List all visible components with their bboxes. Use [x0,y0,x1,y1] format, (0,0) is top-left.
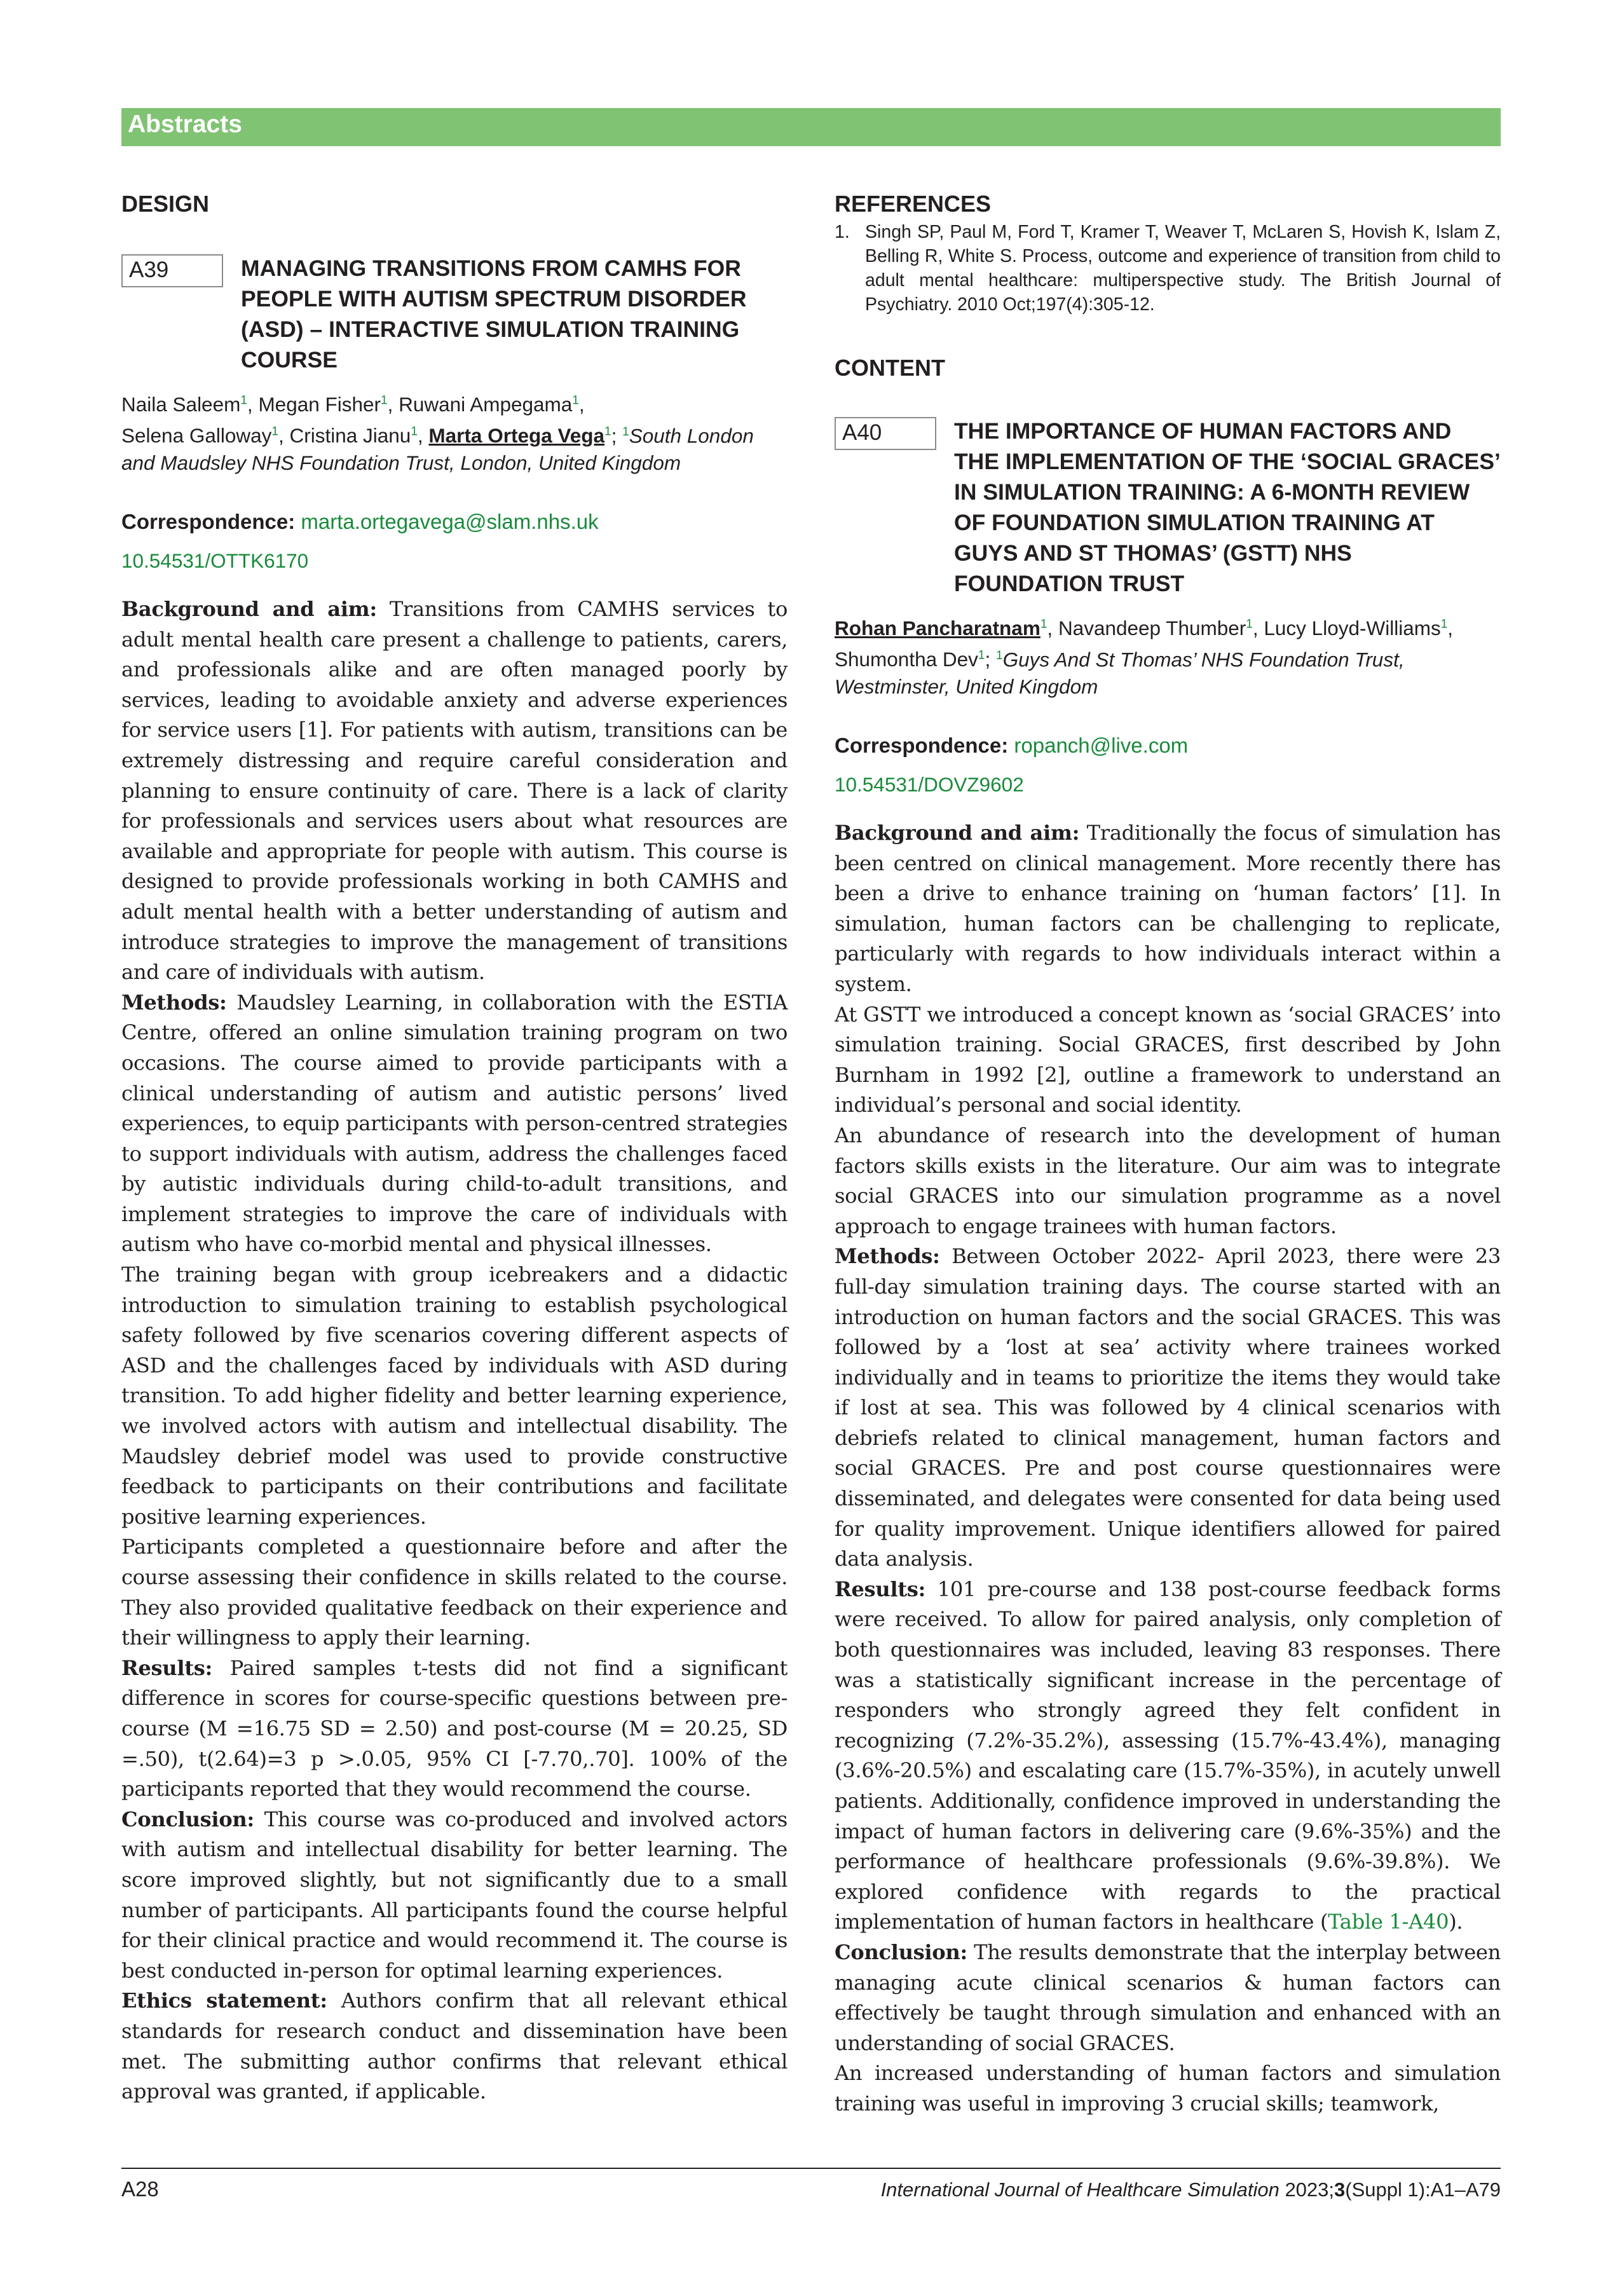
author: Naila Saleem$^1$, [121,392,259,416]
paragraph: Ethics statement: Authors confirm that all relevant ethical standards for research conduct and dissemination have been met. The submitting author confirms that relevant ethical approval was granted, if applicable. [121,1988,788,2104]
correspondence: Correspondence: ropanch@live.com [835,734,1189,757]
author: Shumontha Dev$^1$; [835,648,996,671]
presenting-author: Rohan Pancharatnam$^1$, [835,616,1058,639]
author: Cristina Jianu$^1$, [289,424,429,447]
abstract-body [121,594,788,2107]
author: Navandeep Thumber$^1$, [1058,616,1264,639]
left-column [121,191,788,2107]
author: Lucy Lloyd-Williams$^1$, [1264,616,1454,639]
footer-rule [121,2168,1501,2169]
paragraph: Background and aim: Transitions from CAMHS services to adult mental health care present a challenge to patients, carers, and professionals alike and are often managed poorly by services, leading to avoidable anxiety and adverse experiences for service users [1]. For patients with autism, transitions can be extremely distressing and require careful consideration and planning to ensure continuity of care. There is a lack of clarity for professionals and services users about what resources are available and appropriate for people with autism. This course is designed to provide professionals working in both CAMHS and adult mental health with a better understanding of autism and introduce strategies to improve the management of transitions and care of individuals with autism. [121,597,788,985]
reference-list [835,220,1501,317]
correspondence-email-link[interactable]: ropanch@live.com [1014,734,1189,757]
doi-link[interactable]: 10.54531/DOVZ9602 [835,773,1024,796]
references-heading: REFERENCES [835,191,992,217]
section-heading-content: CONTENT [835,355,945,381]
reference-item: 1. Singh SP, Paul M, Ford T, Kramer T, Weaver T, McLaren S, Hovish K, Islam Z, Belling R, White S. Process, outcome and experience of transition from child to adult mental healthcare: multiperspective study. The British Journal of Psychiatry. 2010 Oct;197(4):305-12. [835,222,1501,315]
paragraph: An abundance of research into the development of human factors skills exists in the literature. Our aim was to integrate social GRACES into our simulation programme as a novel approach to engage trainees with human factors. [835,1123,1501,1238]
author: Ruwani Ampegama$^1$, [399,392,585,416]
paragraph: Participants completed a questionnaire before and after the course assessing their confidence in skills related to the course. They also provided qualitative feedback on their experience and their willingness to apply their learning. [121,1535,788,1650]
abstract-id-badge: A39 [121,254,223,287]
doi-link[interactable]: 10.54531/OTTK6170 [121,549,309,572]
abstract-header-a40 [835,417,1501,599]
correspondence: Correspondence: marta.ortegavega@slam.nhs.uk [121,510,599,533]
journal-citation: International Journal of Healthcare Simulation 2023;3(Suppl 1):A1–A79 [880,2178,1501,2201]
paragraph: Background and aim: Traditionally the focus of simulation has been centred on clinical management. More recently there has been a drive to enhance training on ‘human factors’ [1]. In simulation, human factors can be challenging to replicate, particularly with regards to how individuals interact within a system. [835,821,1501,996]
abstract-header-a39 [121,254,788,375]
affiliation: South London and Maudsley NHS Foundation Trust, London, United Kingdom [121,424,754,474]
abstract-title: MANAGING TRANSITIONS FROM CAMHS FOR PEOPLE WITH AUTISM SPECTRUM DISORDER (ASD) – INTERACTIVE SIMULATION TRAINING COURSE [241,256,747,373]
correspondence-email-link[interactable]: marta.ortegavega@slam.nhs.uk [301,510,599,533]
page-number: A28 [121,2177,159,2201]
paragraph: Methods: Between October 2022- April 2023, there were 23 full-day simulation training days. The course started with an introduction on human factors and the social GRACES. This was followed by a ‘lost at sea’ activity where trainees worked individually and in teams to prioritize the items they would take if lost at sea. This was followed by 4 clinical scenarios with debriefs related to clinical management, human factors and social GRACES. Pre and post course questionnaires were disseminated, and delegates were consented for data being used for quality improvement. Unique identifiers allowed for paired data analysis. [835,1244,1501,1571]
affiliation: Guys And St Thomas’ NHS Foundation Trust, Westminster, United Kingdom [835,648,1405,698]
abstract-body [835,818,1501,2119]
paragraph: The training began with group icebreakers and a didactic introduction to simulation training to establish psychological safety followed by five scenarios covering different aspects of ASD and the challenges faced by individuals with ASD during transition. To add higher fidelity and better learning experience, we involved actors with autism and intellectual disability. The Maudsley debrief model was used to provide constructive feedback to participants on their contributions and facilitate positive learning experiences. [121,1262,788,1529]
author: Selena Galloway$^1$, [121,424,290,447]
table-reference-link[interactable]: Table 1-A40 [1328,1910,1449,1934]
paragraph: Conclusion: The results demonstrate that the interplay between managing acute clinical scenarios & human factors can effectively be taught through simulation and enhanced with an understanding of social GRACES. [835,1939,1501,2055]
author-list: Rohan Pancharatnam$^1$, Navandeep Thumber$^1$, Lucy Lloyd-Williams$^1$, Shumontha Dev$^1$; $^1$Guys And St Thomas’ NHS Foundation Trust, Westminster, United Kingdom [835,616,1454,698]
abstract-title: THE IMPORTANCE OF HUMAN FACTORS AND THE IMPLEMENTATION OF THE ‘SOCIAL GRACES’ IN SIMULATION TRAINING: A 6-MONTH REVIEW OF FOUNDATION SIMULATION TRAINING AT GUYS AND ST THOMAS’ (GSTT) NHS FOUNDATION TRUST [954,418,1499,596]
author-list: Naila Saleem$^1$, Megan Fisher$^1$, Ruwani Ampegama$^1$, Selena Galloway$^1$, Cristina Jianu$^1$, Marta Ortega Vega$^1$; $^1$South London and Maudsley NHS Foundation Trust, London, United Kingdom [121,392,754,474]
paragraph: Results: 101 pre-course and 138 post-course feedback forms were received. To allow for paired analysis, only completion of both questionnaires was included, leaving 83 responses. There was a statistically significant increase in the percentage of responders who strongly agreed they felt confident in recognizing (7.2%-35.2%), assessing (15.7%-43.4%), managing (3.6%-20.5%) and escalating care (15.7%-35%), in acutely unwell patients. Additionally, confidence improved in understanding the impact of human factors in delivering care (9.6%-35%) and the performance of healthcare professionals (9.6%-39.8%). We explored confidence with regards to the practical implementation of human factors in healthcare (Table 1-A40). [835,1576,1501,1934]
paragraph: An increased understanding of human factors and simulation training was useful in improving 3 crucial skills; teamwork, [835,2061,1501,2116]
paragraph: Conclusion: This course was co-produced and involved actors with autism and intellectual disability for better learning. The score improved slightly, but not significantly due to a small number of participants. All participants found the course helpful for their clinical practice and would recommend it. The course is best conducted in-person for optimal learning experiences. [121,1807,788,1983]
banner-label: Abstracts [128,111,242,138]
abstract-id-badge: A40 [835,417,936,450]
section-heading-design: DESIGN [121,191,210,217]
paragraph: Results: Paired samples t-tests did not find a significant difference in scores for course-specific questions between pre-course (M =16.75 SD = 2.50) and post-course (M = 20.25, SD =.50), t(2.64)=3 p >.0.05, 95% CI [-7.70,.70]. 100% of the participants reported that they would recommend the course. [121,1655,788,1802]
presenting-author: Marta Ortega Vega$^1$ [428,424,611,447]
right-column [835,191,1501,2119]
author: Megan Fisher$^1$, [258,392,399,416]
paragraph: At GSTT we introduced a concept known as ‘social GRACES’ into simulation training. Social GRACES, first described by John Burnham in 1992 [2], outline a framework to understand an individual’s personal and social identity. [835,1002,1501,1118]
paragraph: Methods: Maudsley Learning, in collaboration with the ESTIA Centre, offered an online simulation training program on two occasions. The course aimed to provide participants with a clinical understanding of autism and autistic persons’ lived experiences, to equip participants with person-centred strategies to support individuals with autism, address the challenges faced by autistic individuals during child-to-adult transitions, and implement strategies to improve the care of individuals with autism who have co-morbid mental and physical illnesses. [121,990,788,1257]
section-banner [121,108,1501,146]
